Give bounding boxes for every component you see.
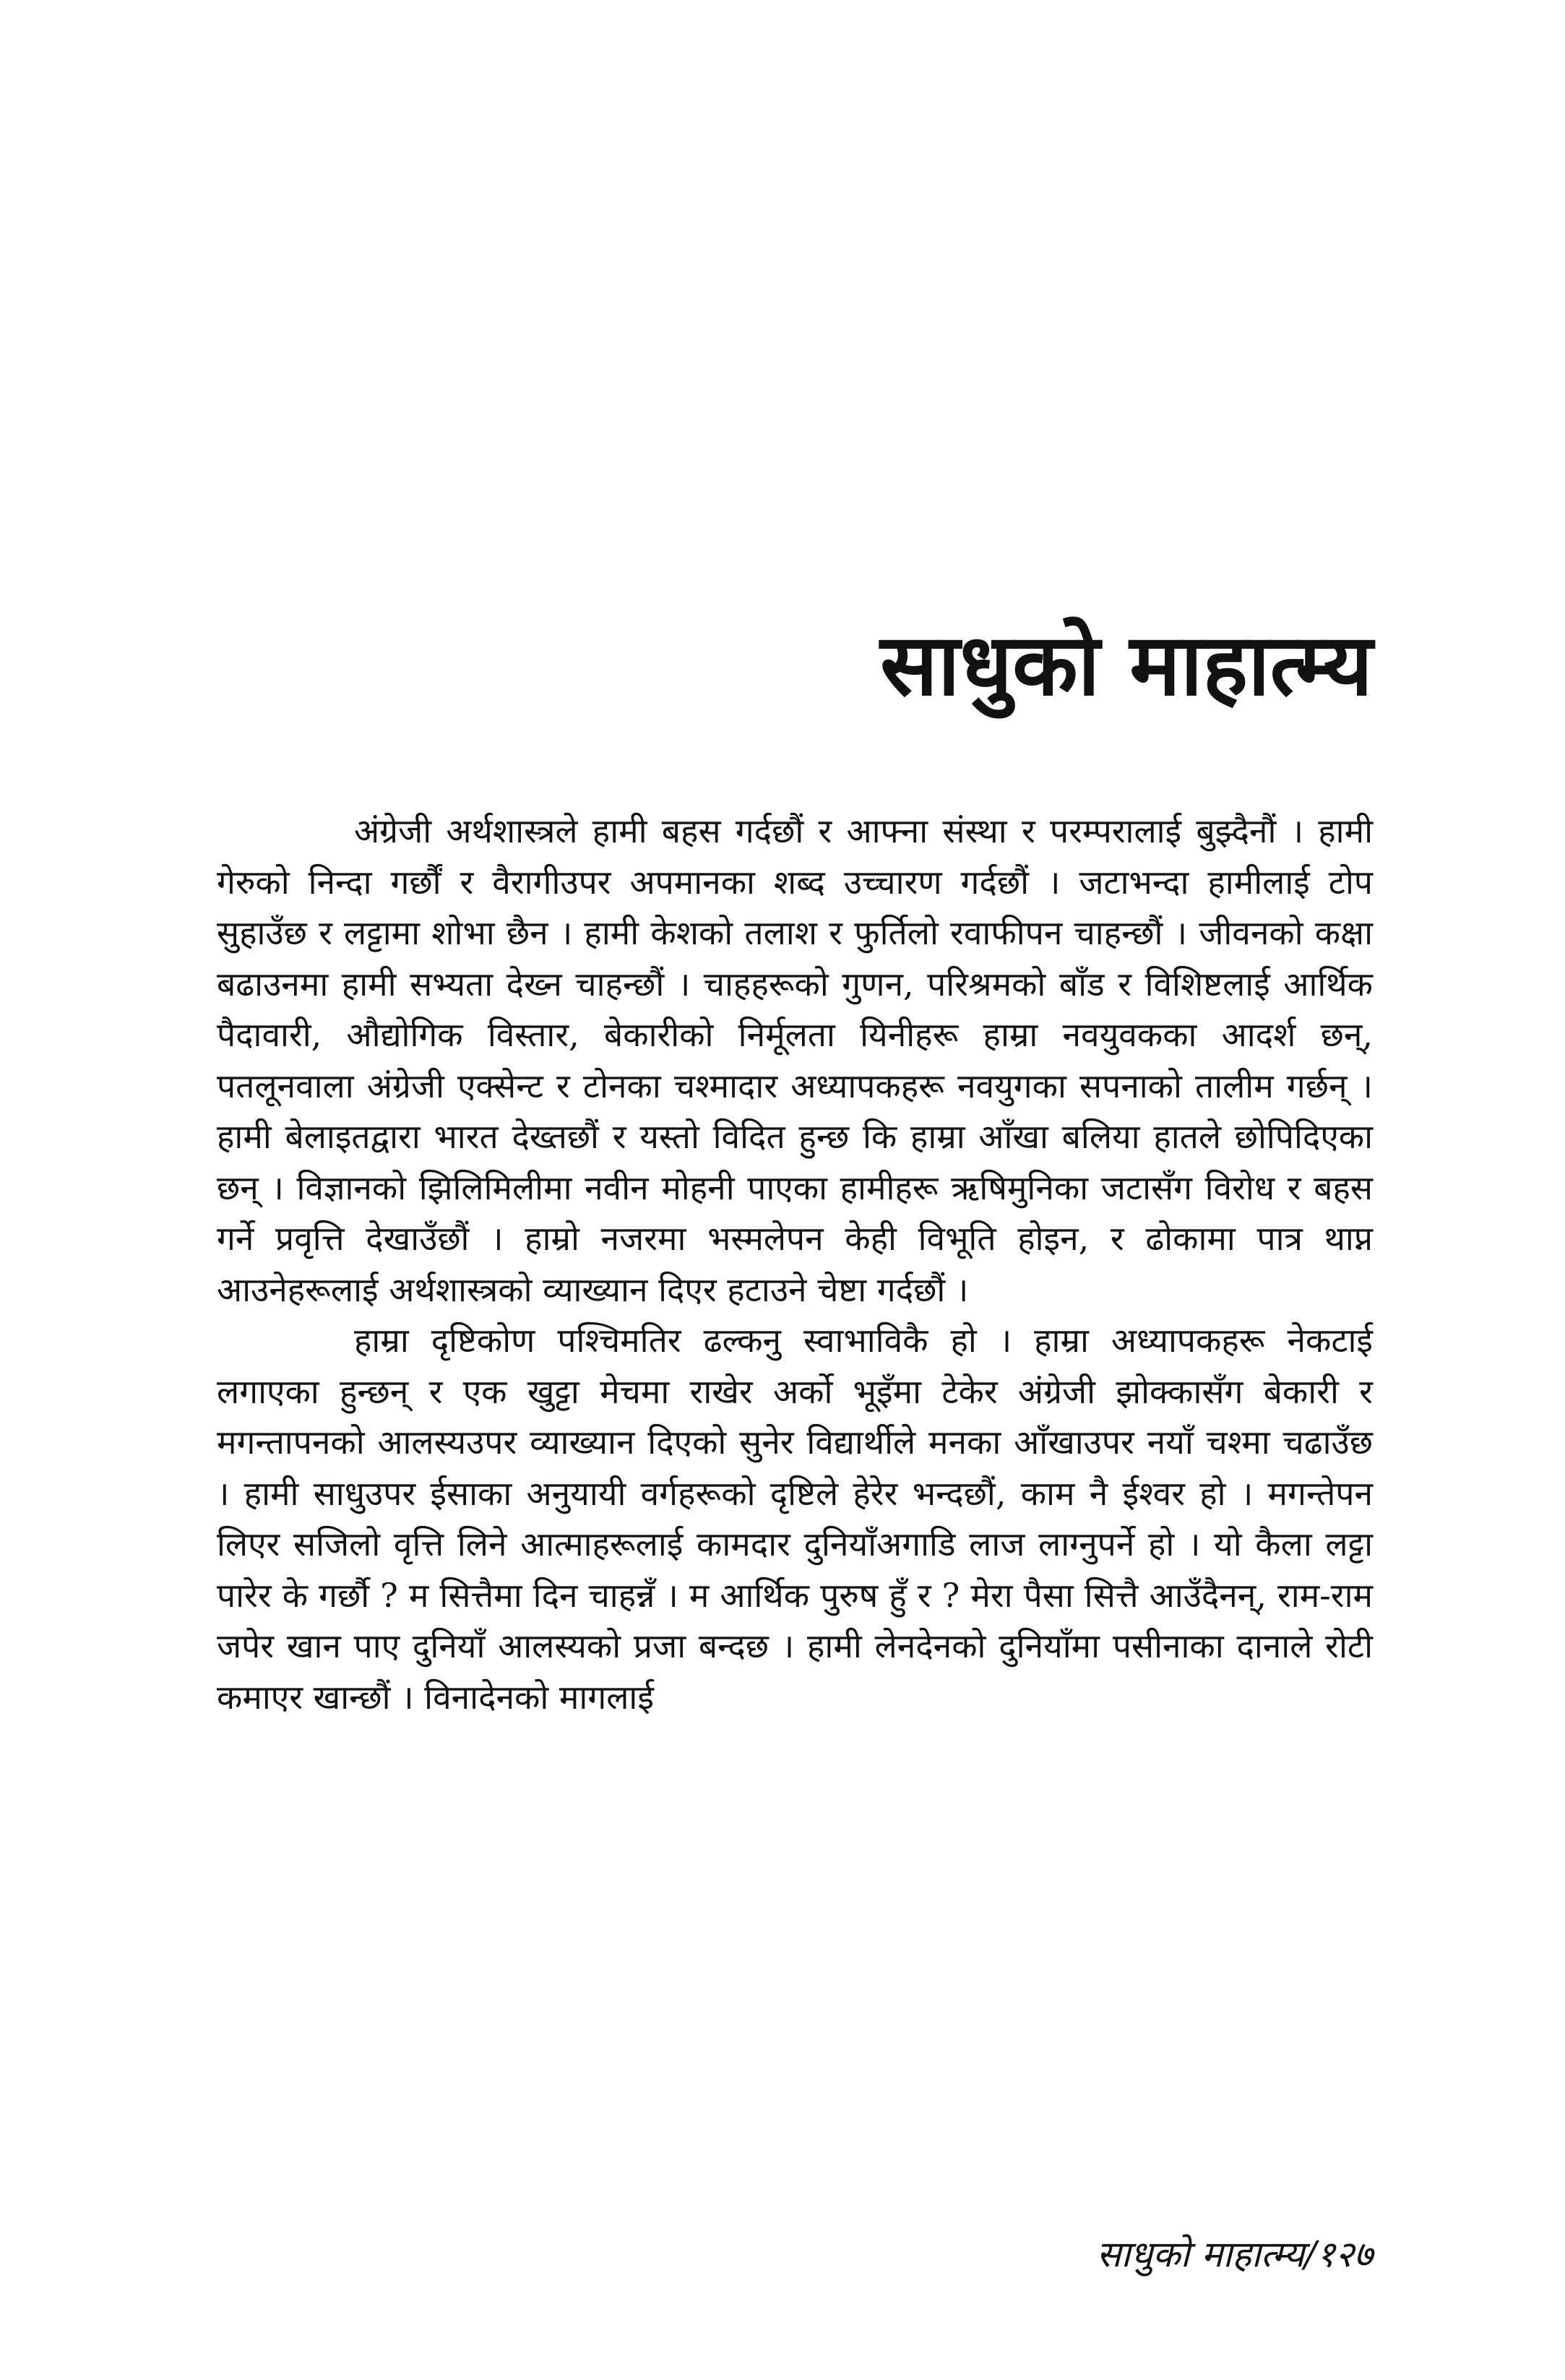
footer-separator: / — [1304, 2233, 1316, 2275]
running-title: साधुको माहात्म्य — [1096, 2233, 1305, 2275]
chapter-title: साधुको माहात्म्य — [880, 615, 1373, 715]
page-footer — [867, 2229, 1373, 2280]
paragraph-1: अंग्रेजी अर्थशास्त्रले हामी बहस गर्दछौं र आफ्ना संस्था र परम्परालाई बुझ्दैनौं । हामी गेरुको निन्दा गर्छौं र वैरागीउपर अपमानका शब्द उच्चारण गर्दछौं । जटाभन्दा हामीलाई टोप सुहाउँछ र लट्टामा शोभा छैन । हामी केशको तलाश र फुर्तिलो रवाफीपन चाहन्छौं । जीवनको कक्षा बढाउनमा हामी सभ्यता देख्न चाहन्छौं । चाहहरूको गुणन, परिश्रमको बाँड र विशिष्टलाई आर्थिक पैदावारी, औद्योगिक विस्तार, बेकारीको निर्मूलता यिनीहरू हाम्रा नवयुवकका आदर्श छन्, पतलूनवाला अंग्रेजी एक्सेन्ट र टोनका चश्मादार अध्यापकहरू नवयुगका सपनाको तालीम गर्छन् । हामी बेलाइतद्वारा भारत देख्तछौं र यस्तो विदित हुन्छ कि हाम्रा आँखा बलिया हातले छोपिदिएका छन् । विज्ञानको झिलिमिलीमा नवीन मोहनी पाएका हामीहरू ऋषिमुनिका जटासँग विरोध र बहस गर्ने प्रवृत्ति देखाउँछौं । हाम्रो नजरमा भस्मलेपन केही विभूति होइन, र ढोकामा पात्र थाप्न आउनेहरूलाई अर्थशास्त्रको व्याख्यान दिएर हटाउने चेष्टा गर्दछौं । — [217, 811, 1373, 1309]
page-number: १२७ — [1316, 2233, 1373, 2275]
chapter-body — [217, 806, 1373, 1723]
paragraph-2: हाम्रा दृष्टिकोण पश्चिमतिर ढल्कनु स्वाभाविकै हो । हाम्रा अध्यापकहरू नेकटाई लगाएका हुन्छन् र एक खुट्टा मेचमा राखेर अर्को भूइँमा टेकेर अंग्रेजी झोक्कासँग बेकारी र मगन्तापनको आलस्यउपर व्याख्यान दिएको सुनेर विद्यार्थीले मनका आँखाउपर नयाँ चश्मा चढाउँछ । हामी साधुउपर ईसाका अनुयायी वर्गहरूको दृष्टिले हेरेर भन्दछौं, काम नै ईश्वर हो । मगन्तेपन लिएर सजिलो वृत्ति लिने आत्माहरूलाई कामदार दुनियाँअगाडि लाज लाग्नुपर्ने हो । यो कैला लट्टा पारेर के गर्छौ ? म सित्तैमा दिन चाहन्नँ । म आर्थिक पुरुष हुँ र ? मेरा पैसा सित्तै आउँदैनन्, राम-राम जपेर खान पाए दुनियाँ आलस्यको प्रजा बन्दछ । हामी लेनदेनको दुनियाँमा पसीनाका दानाले रोटी कमाएर खान्छौं । विनादेनको मागलाई — [217, 1321, 1373, 1717]
